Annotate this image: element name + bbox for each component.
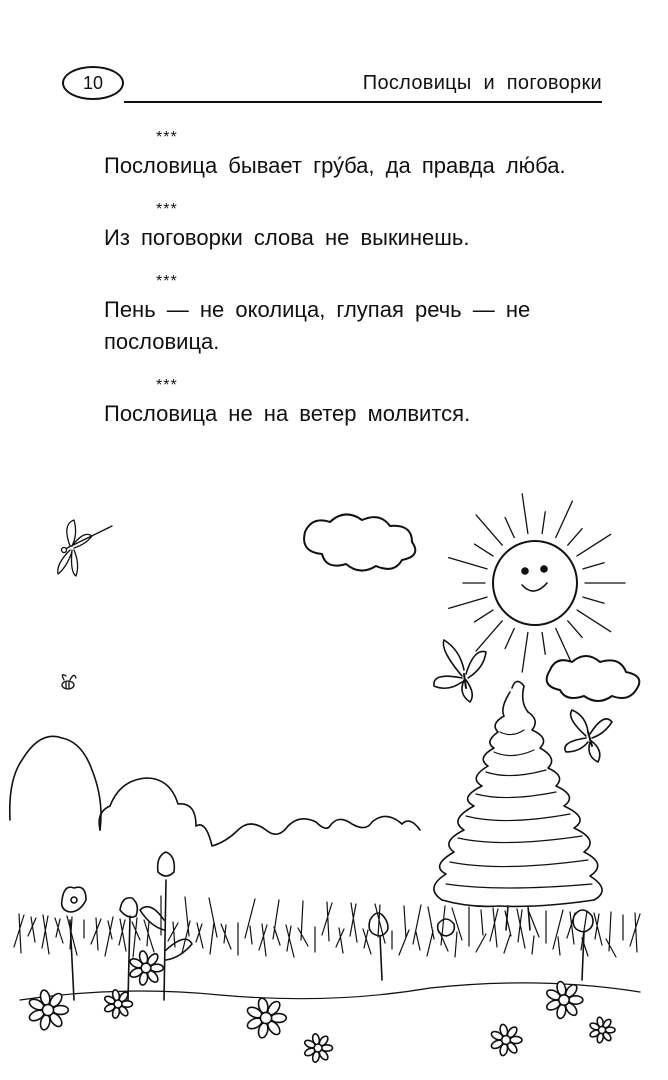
proverb-text: Пословица не на ветер молвится. [104, 401, 471, 426]
proverbs-list [104, 128, 604, 448]
sun-ray [449, 558, 487, 569]
sun-ray [577, 610, 611, 632]
sun-ray [583, 563, 604, 569]
sun-icon [449, 494, 625, 672]
sun-ray [542, 512, 545, 534]
proverb-separator: *** [156, 273, 178, 290]
page-header [0, 0, 668, 110]
bee-icon [62, 675, 76, 689]
sun-ray [522, 632, 528, 672]
sun-ray [583, 597, 604, 603]
daisy [304, 1033, 333, 1063]
daisy [129, 950, 164, 986]
sun-ray [476, 515, 502, 545]
proverb-separator: *** [156, 377, 178, 394]
proverb-text: Пень — не околица, глупая речь — не пословица. [104, 297, 531, 354]
meadow-illustration [0, 480, 668, 1080]
proverb-item [104, 200, 604, 254]
proverb-item [104, 376, 604, 430]
sun-ray [577, 534, 611, 556]
proverb-text: Пословица бывает гру́ба, да правда лю́ба. [104, 153, 566, 178]
sun-ray [505, 628, 514, 648]
daisy [589, 1017, 615, 1044]
page-number: 10 [62, 66, 124, 100]
cloud-icon [547, 656, 640, 701]
sun-ray [505, 518, 514, 538]
fir-tree-icon [434, 681, 602, 930]
proverb-separator: *** [156, 129, 178, 146]
butterfly-icon [565, 710, 612, 762]
sun-ray [449, 597, 487, 608]
proverb-text: Из поговорки слова не выкинешь. [104, 225, 470, 250]
bush-icon [10, 736, 420, 846]
daisy [545, 981, 583, 1020]
daisy [28, 989, 69, 1031]
flower-icon [62, 852, 192, 1000]
proverb-separator: *** [156, 201, 178, 218]
cloud-icon [304, 514, 415, 570]
grass-icon [14, 896, 640, 1000]
sun-ray [474, 544, 493, 556]
sun-ray [568, 621, 582, 638]
daisy [490, 1024, 522, 1057]
running-title: Пословицы и поговорки [362, 72, 602, 94]
header-rule [124, 101, 602, 103]
sun-ray [522, 494, 528, 534]
sun-ray [556, 501, 573, 537]
daisy [246, 997, 287, 1039]
sun-ray [542, 632, 545, 654]
sun-ray [476, 621, 502, 651]
flower-icon [28, 950, 615, 1063]
sun-ray [568, 529, 582, 546]
sun-ray [474, 610, 493, 622]
dragonfly-icon [58, 520, 112, 576]
proverb-item [104, 128, 604, 182]
proverb-item [104, 272, 604, 358]
